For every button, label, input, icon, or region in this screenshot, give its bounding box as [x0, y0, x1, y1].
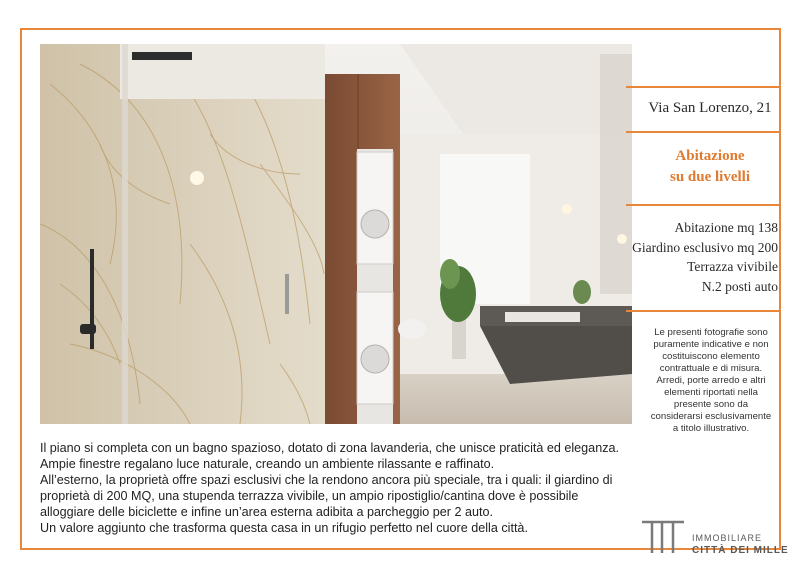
bathroom-photo	[40, 44, 632, 424]
agency-logo	[640, 519, 790, 555]
description-paragraph: All’esterno, la proprietà offre spazi esclusivi che la rendono ancora più speciale, tra i quali: il giardino di proprietà di 200 MQ, una stupenda terrazza vivibile, un ampio ripostiglio/cantina dove è possibile alloggiare delle biciclette e infine un’area esterna adibita a parcheggio per 2 auto.	[40, 473, 613, 519]
feature-item: Giardino esclusivo mq 200	[632, 239, 778, 255]
bathroom-illustration	[40, 44, 632, 424]
disclaimer-text: Le presenti fotografie sono puramente indicative e non costituiscono elemento contrattuale e di misura. Arredi, porte arredo e altri elementi riportati nella presente sono da considerarsi esclusivamente a titolo illustrativo.	[650, 327, 772, 434]
divider-3	[626, 310, 781, 312]
description-paragraph: Un valore aggiunto che trasforma questa casa in un rifugio perfetto nel cuore della città.	[40, 521, 528, 535]
divider-2	[626, 204, 781, 206]
description	[40, 440, 636, 536]
title-line-2: su due livelli	[669, 169, 751, 185]
property-title	[650, 146, 770, 188]
logo-mark-icon	[640, 519, 686, 555]
feature-item: Abitazione mq 138	[674, 220, 778, 235]
property-address: Via San Lorenzo, 21	[648, 100, 772, 116]
logo-line-1: IMMOBILIARE	[692, 533, 763, 543]
title-line-1: Abitazione	[675, 148, 745, 164]
feature-item: N.2 posti auto	[701, 278, 778, 294]
features-list	[626, 218, 778, 296]
logo-line-2: CITTÀ DEI MILLE	[692, 545, 789, 556]
description-paragraph: Il piano si completa con un bagno spazioso, dotato di zona lavanderia, che unisce praticità ed eleganza. Ampie finestre regalano luce naturale, creando un ambiente rilassante e raffinato.	[40, 441, 619, 471]
divider-1	[626, 131, 781, 133]
divider-top	[626, 86, 781, 88]
feature-item: Terrazza vivibile	[687, 259, 778, 274]
